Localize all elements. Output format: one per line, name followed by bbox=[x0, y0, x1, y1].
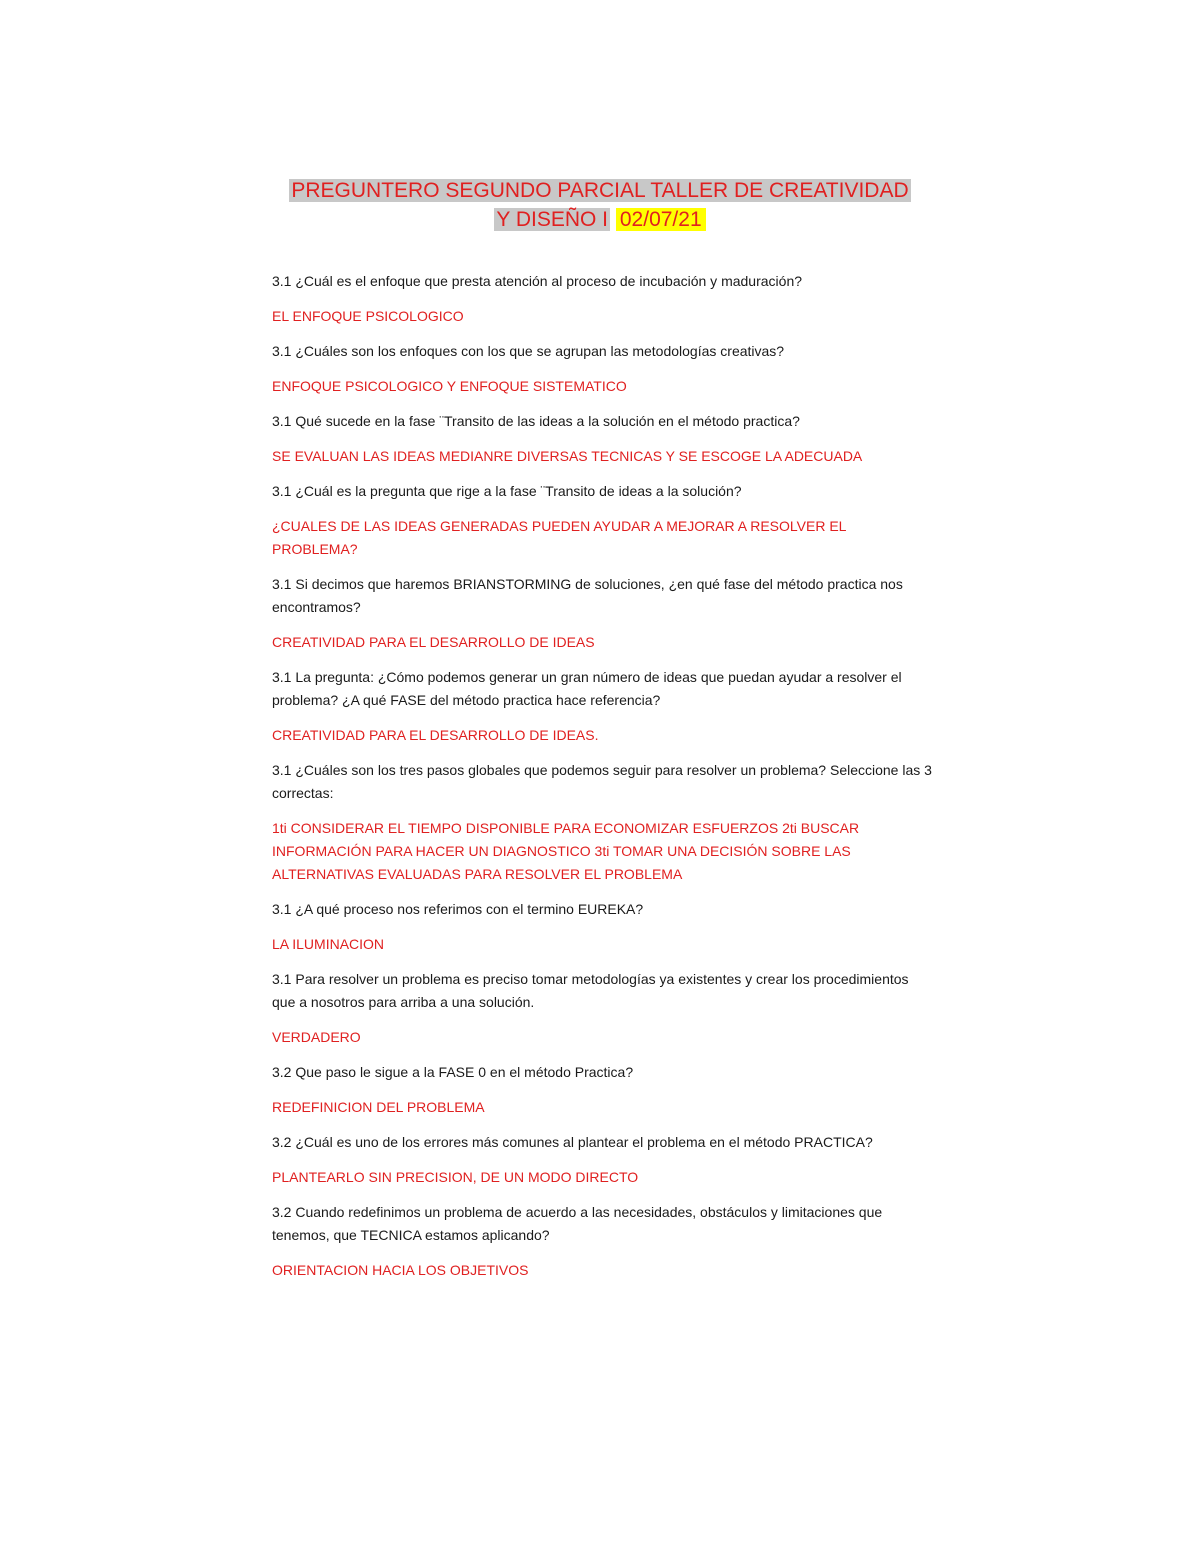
answer-12: ORIENTACION HACIA LOS OBJETIVOS bbox=[272, 1262, 529, 1278]
question-11: 3.2 ¿Cuál es uno de los errores más comunes al plantear el problema en el método PRACTICA? bbox=[272, 1134, 873, 1150]
answer-1: EL ENFOQUE PSICOLOGICO bbox=[272, 308, 464, 324]
question-list bbox=[272, 270, 932, 1294]
question-7: 3.1 ¿Cuáles son los tres pasos globales que podemos seguir para resolver un problema? Seleccione las 3 correctas: bbox=[272, 762, 932, 801]
question-9: 3.1 Para resolver un problema es preciso tomar metodologías ya existentes y crear los procedimientos que a nosotros para arriba a una solución. bbox=[272, 971, 909, 1010]
qa-item-2 bbox=[272, 340, 932, 398]
qa-item-12 bbox=[272, 1201, 932, 1282]
question-10: 3.2 Que paso le sigue a la FASE 0 en el método Practica? bbox=[272, 1064, 634, 1080]
title-date: 02/07/21 bbox=[616, 208, 706, 231]
question-4: 3.1 ¿Cuál es la pregunta que rige a la fase ¨Transito de ideas a la solución? bbox=[272, 483, 742, 499]
title-line-2 bbox=[0, 205, 1200, 234]
qa-item-7 bbox=[272, 759, 932, 886]
question-5: 3.1 Si decimos que haremos BRIANSTORMING de soluciones, ¿en qué fase del método practica nos encontramos? bbox=[272, 576, 903, 615]
answer-6: CREATIVIDAD PARA EL DESARROLLO DE IDEAS. bbox=[272, 727, 599, 743]
question-2: 3.1 ¿Cuáles son los enfoques con los que se agrupan las metodologías creativas? bbox=[272, 343, 785, 359]
answer-8: LA ILUMINACION bbox=[272, 936, 385, 952]
qa-item-10 bbox=[272, 1061, 932, 1119]
answer-2: ENFOQUE PSICOLOGICO Y ENFOQUE SISTEMATICO bbox=[272, 378, 627, 394]
qa-item-3 bbox=[272, 410, 932, 468]
qa-item-11 bbox=[272, 1131, 932, 1189]
question-1: 3.1 ¿Cuál es el enfoque que presta atención al proceso de incubación y maduración? bbox=[272, 273, 803, 289]
qa-item-8 bbox=[272, 898, 932, 956]
question-12: 3.2 Cuando redefinimos un problema de acuerdo a las necesidades, obstáculos y limitaciones que tenemos, que TECNICA estamos aplicando? bbox=[272, 1204, 883, 1243]
answer-11: PLANTEARLO SIN PRECISION, DE UN MODO DIRECTO bbox=[272, 1169, 639, 1185]
qa-item-9 bbox=[272, 968, 932, 1049]
answer-3: SE EVALUAN LAS IDEAS MEDIANRE DIVERSAS TECNICAS Y SE ESCOGE LA ADECUADA bbox=[272, 448, 863, 464]
answer-7: 1ti CONSIDERAR EL TIEMPO DISPONIBLE PARA ECONOMIZAR ESFUERZOS 2ti BUSCAR INFORMACIÓN PARA HACER UN DIAGNOSTICO 3ti TOMAR UNA DECISIÓN SOBRE LAS ALTERNATIVAS EVALUADAS PARA RESOLVER EL PROBLEMA bbox=[272, 820, 860, 882]
qa-item-4 bbox=[272, 480, 932, 561]
answer-9: VERDADERO bbox=[272, 1029, 361, 1045]
question-6: 3.1 La pregunta: ¿Cómo podemos generar un gran número de ideas que puedan ayudar a resolver el problema? ¿A qué FASE del método practica hace referencia? bbox=[272, 669, 902, 708]
qa-item-6 bbox=[272, 666, 932, 747]
qa-item-5 bbox=[272, 573, 932, 654]
title-text-2: Y DISEÑO I bbox=[496, 208, 609, 231]
question-3: 3.1 Qué sucede en la fase ¨Transito de las ideas a la solución en el método practica? bbox=[272, 413, 800, 429]
title-text-1: PREGUNTERO SEGUNDO PARCIAL TALLER DE CREATIVIDAD bbox=[291, 179, 909, 202]
question-8: 3.1 ¿A qué proceso nos referimos con el termino EUREKA? bbox=[272, 901, 644, 917]
document-title bbox=[0, 176, 1200, 234]
title-line-1 bbox=[0, 176, 1200, 205]
answer-4: ¿CUALES DE LAS IDEAS GENERADAS PUEDEN AYUDAR A MEJORAR A RESOLVER EL PROBLEMA? bbox=[272, 518, 846, 557]
answer-5: CREATIVIDAD PARA EL DESARROLLO DE IDEAS bbox=[272, 634, 595, 650]
answer-10: REDEFINICION DEL PROBLEMA bbox=[272, 1099, 485, 1115]
qa-item-1 bbox=[272, 270, 932, 328]
